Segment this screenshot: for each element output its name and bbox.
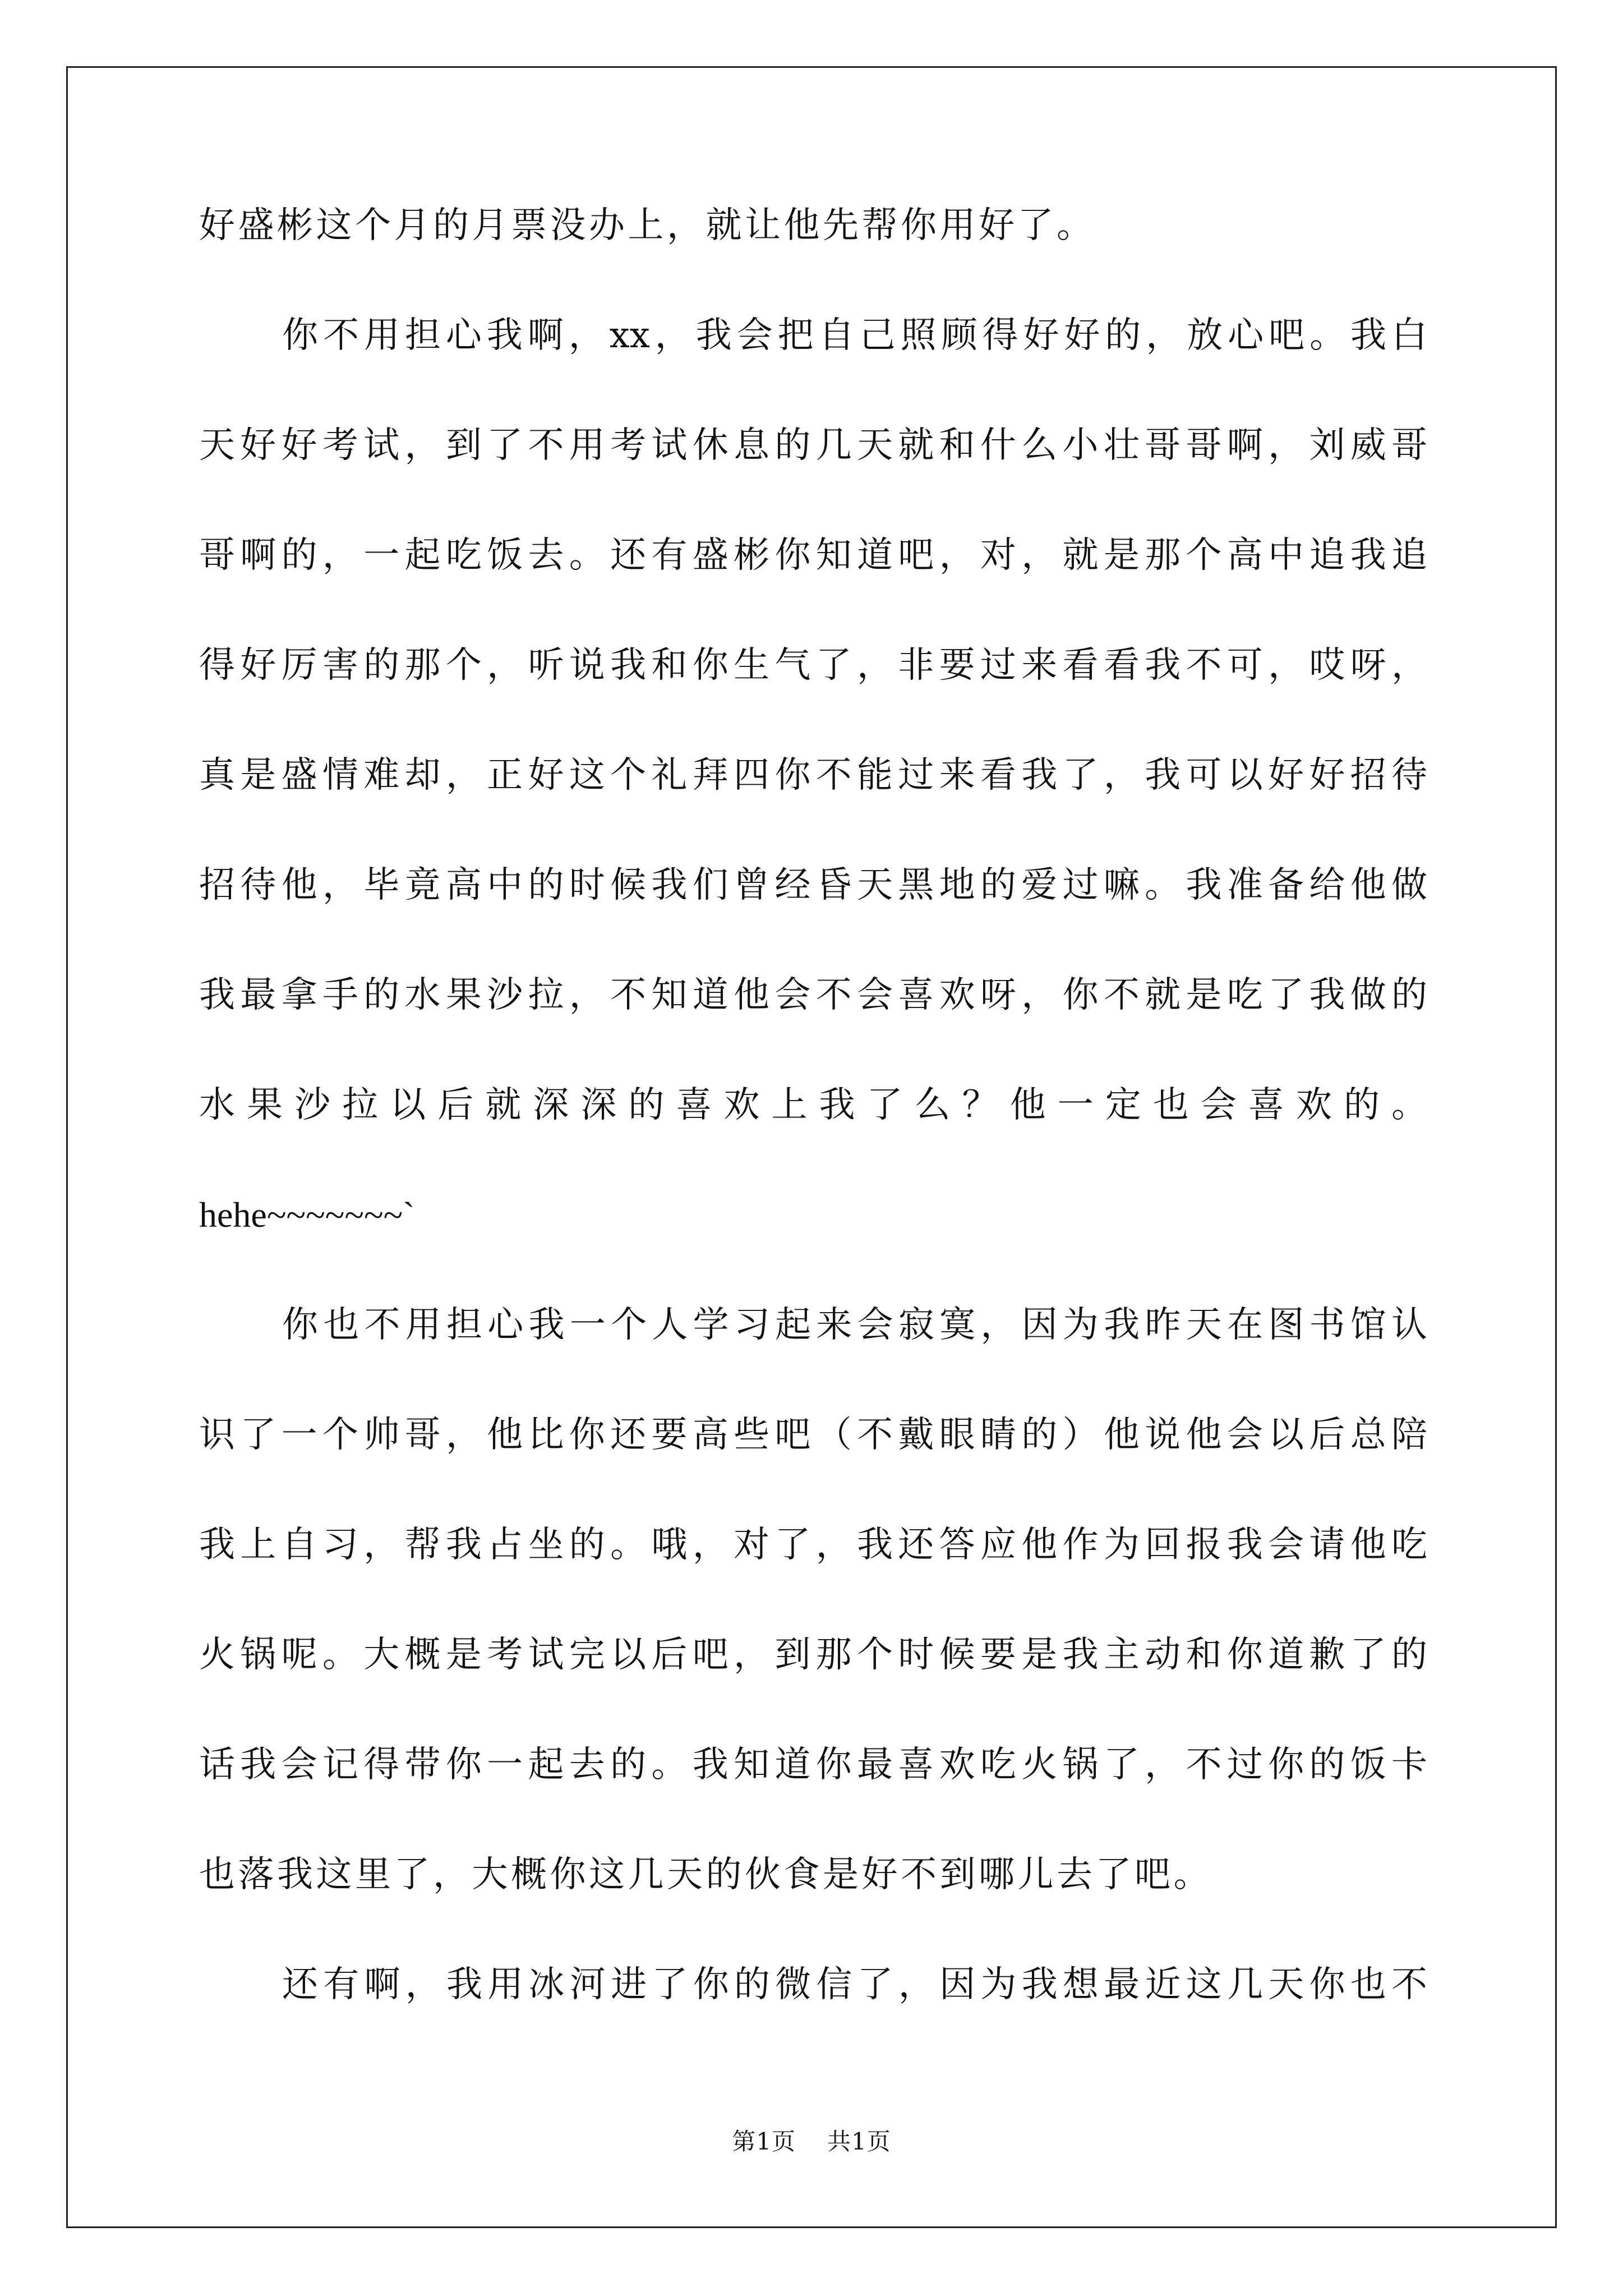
text-line: 真是盛情难却，正好这个礼拜四你不能过来看我了，我可以好好招待	[199, 754, 1427, 796]
text-line: 你不用担心我啊，xx，我会把自己照顾得好好的，放心吧。我白	[282, 315, 1427, 356]
text-line: 识了一个帅哥，他比你还要高些吧（不戴眼睛的）他说他会以后总陪	[199, 1414, 1427, 1456]
text-line: 也落我这里了，大概你这几天的伙食是好不到哪儿去了吧。	[199, 1854, 1212, 1895]
text-line: 哥啊的，一起吃饭去。还有盛彬你知道吧，对，就是那个高中追我追	[199, 535, 1427, 576]
text-line: 我最拿手的水果沙拉，不知道他会不会喜欢呀，你不就是吃了我做的	[199, 974, 1427, 1016]
text-line: 招待他，毕竟高中的时候我们曾经昏天黑地的爱过嘛。我准备给他做	[199, 864, 1427, 906]
document-body	[199, 205, 1427, 2077]
text-line: 我上自习，帮我占坐的。哦，对了，我还答应他作为回报我会请他吃	[199, 1524, 1427, 1566]
text-line: 你也不用担心我一个人学习起来会寂寞，因为我昨天在图书馆认	[282, 1304, 1427, 1346]
text-line: 水果沙拉以后就深深的喜欢上我了么？他一定也会喜欢的。	[199, 1084, 1427, 1126]
text-line: hehe~~~~~~~`	[199, 1195, 415, 1235]
page-footer	[0, 2123, 1623, 2157]
page-total: 共1页	[827, 2128, 891, 2155]
text-line: 还有啊，我用冰河进了你的微信了，因为我想最近这几天你也不	[282, 1964, 1427, 2005]
page-number: 第1页	[732, 2128, 796, 2155]
text-line: 火锅呢。大概是考试完以后吧，到那个时候要是我主动和你道歉了的	[199, 1634, 1427, 1676]
text-line: 话我会记得带你一起去的。我知道你最喜欢吃火锅了，不过你的饭卡	[199, 1744, 1427, 1786]
text-line: 得好厉害的那个，听说我和你生气了，非要过来看看我不可，哎呀，	[199, 645, 1427, 686]
text-line: 天好好考试，到了不用考试休息的几天就和什么小壮哥哥啊，刘威哥	[199, 425, 1427, 466]
text-line: 好盛彬这个月的月票没办上，就让他先帮你用好了。	[199, 205, 1096, 246]
